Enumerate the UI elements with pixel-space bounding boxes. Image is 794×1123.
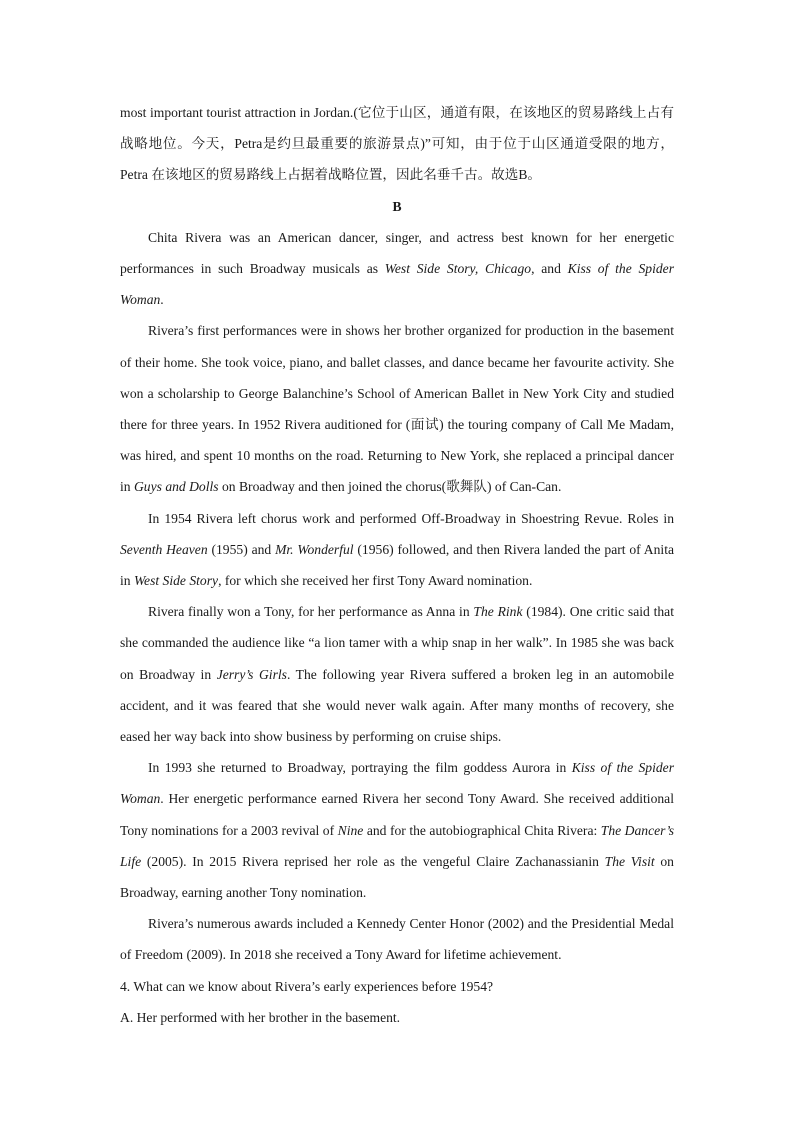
musical-title: Seventh Heaven [120,541,208,557]
musical-title: West Side Story, Chicago [384,261,532,277]
musical-title: The Visit [604,853,655,869]
musical-title: The Rink [473,604,523,620]
musical-title: Mr. Wonderful [275,541,354,557]
question-4-option-a: A. Her performed with her brother in the basement. [120,1009,401,1025]
text-run: on Broadway and then joined the chorus(歌舞队) of Can-Can. [218,479,562,495]
musical-title: Guys and Dolls [133,479,219,495]
passage-paragraph-1 [120,222,674,316]
passage-paragraph-2 [120,315,674,502]
text-run: , and [531,261,568,277]
text-run: on Broadway, earning another Tony nomination. [120,853,674,901]
question-4: 4. What can we know about Rivera’s early experiences before 1954? [120,978,494,994]
answer-explanation-paragraph: most important tourist attraction in Jordan.(它位于山区，通道有限，在该地区的贸易路线上占有战略地位。今天，Petra是约旦最重要的旅游景点)”可知，由于位于山区通道受限的地方，Petra 在该地区的贸易路线上占据着战略位置，因此名垂千古。故选B。 [120,105,674,183]
text-run: , for which she received her first Tony Award nomination. [218,573,533,589]
musical-title: Kiss of the Spider Woman [120,261,675,308]
musical-title: Nine [337,822,364,838]
musical-title: The Dancer’s Life [120,822,674,869]
text-run: Rivera finally won a Tony, for her performance as Anna in [148,604,474,620]
section-heading: B [392,198,402,214]
text-run: (1956) followed, and then Rivera landed the part of Anita in [120,541,675,589]
text-run: and for the autobiographical Chita Rivera: [363,822,601,838]
passage-paragraph-6: Rivera’s numerous awards included a Kennedy Center Honor (2002) and the Presidential Medal of Freedom (2009). In 2018 she received a Tony Award for lifetime achievement. [120,916,674,963]
text-run: Rivera’s first performances were in shows her brother organized for production in the basement of their home. She took voice, piano, and ballet classes, and dance became her favourite activity. She won a scholarship to George Balanchine’s School of American Ballet in New York City and studied there for three years. In 1952 Rivera auditioned for (面试) the touring company of Call Me Madam, was hired, and spent 10 months on the road. Returning to New York, she replaced a principal dancer in [120,323,674,495]
musical-title: Jerry’s Girls [216,666,287,682]
musical-title: Kiss of the Spider Woman [120,760,675,807]
text-run: (2005). In 2015 Rivera reprised her role as the vengeful Claire Zachanassianin [141,853,605,869]
musical-title: West Side Story [133,573,219,589]
text-run: (1984). One critic said that she commanded the audience like “a lion tamer with a whip snap in her walk”. In 1985 she was back on Broadway in [120,604,674,682]
passage-paragraph-5 [120,752,674,908]
passage-paragraph-4 [120,596,674,752]
passage-paragraph-3 [120,503,674,597]
text-run: . The following year Rivera suffered a broken leg in an automobile accident, and it was feared that she would never walk again. After many months of recovery, she eased her way back into show business by performing on cruise ships. [120,666,674,745]
text-run: Chita Rivera was an American dancer, singer, and actress best known for her energetic performances in such Broadway musicals as [120,229,674,277]
text-run: (1955) and [207,541,276,557]
document-page [120,97,674,1033]
text-run: . [160,292,164,308]
text-run: . Her energetic performance earned Rivera her second Tony Award. She received additional Tony nominations for a 2003 revival of [120,791,674,838]
text-run: In 1993 she returned to Broadway, portraying the film goddess Aurora in [148,760,572,776]
text-run: In 1954 Rivera left chorus work and performed Off-Broadway in Shoestring Revue. Roles in [148,510,674,526]
